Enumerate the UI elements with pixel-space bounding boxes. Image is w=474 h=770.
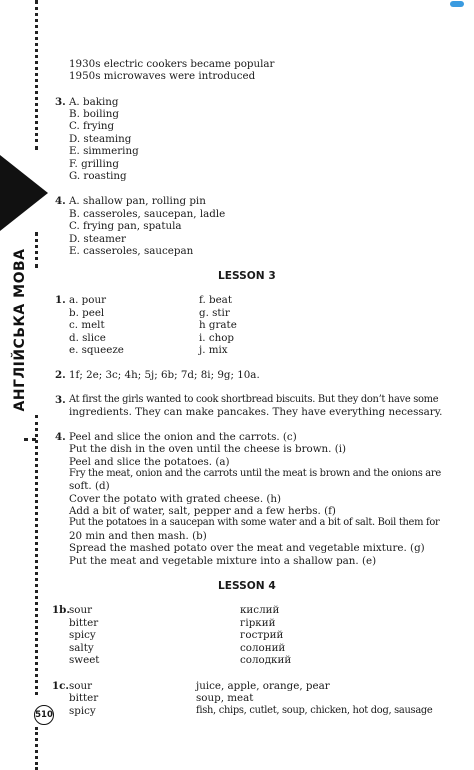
- food-list: juice, apple, orange, pear: [196, 680, 330, 692]
- answer-line: 1f; 2e; 3c; 4h; 5j; 6b; 7d; 8i; 9g; 10a.: [69, 369, 260, 381]
- intro-line: 1950s microwaves were introduced: [69, 70, 256, 82]
- margin-dots-middle: [35, 232, 38, 268]
- exercise-number: 1b.: [52, 604, 70, 616]
- word-en: bitter: [69, 692, 99, 704]
- exercise-number: 4.: [55, 431, 66, 443]
- margin-dots-horizontal: [24, 438, 36, 441]
- match-right: g. stir: [199, 307, 230, 319]
- lesson-4-heading: LESSON 4: [218, 580, 276, 592]
- word-en: spicy: [69, 629, 96, 641]
- food-list: soup, meat: [196, 692, 254, 704]
- match-right: i. chop: [199, 332, 235, 344]
- word-ua: солодкий: [240, 654, 292, 666]
- list-item: A. shallow pan, rolling pin: [69, 195, 206, 207]
- list-item: F. grilling: [69, 158, 119, 170]
- lesson-3-heading: LESSON 3: [218, 270, 276, 282]
- word-ua: солоний: [240, 642, 286, 654]
- page-number: 510: [34, 705, 54, 725]
- answer-line: 20 min and then mash. (b): [69, 530, 207, 542]
- corner-logo-icon: [450, 1, 464, 7]
- answer-line: Put the potatoes in a saucepan with some water and a bit of salt. Boil them for: [69, 517, 440, 528]
- list-item: A. baking: [69, 96, 119, 108]
- intro-line: 1930s electric cookers became popular: [69, 58, 275, 70]
- list-item: B. boiling: [69, 108, 120, 120]
- answer-line: Put the dish in the oven until the cheese is brown. (i): [69, 443, 347, 455]
- answer-line: soft. (d): [69, 480, 110, 492]
- word-ua: гострий: [240, 629, 284, 641]
- answer-line: Put the meat and vegetable mixture into a shallow pan. (e): [69, 555, 377, 567]
- subject-label: АНГЛІЙСЬКА МОВА: [12, 248, 28, 412]
- section-tab-triangle: [0, 155, 48, 231]
- word-en: sour: [69, 604, 93, 616]
- margin-dots-top: [35, 0, 38, 150]
- exercise-number: 1.: [55, 294, 66, 306]
- match-right: f. beat: [199, 294, 232, 306]
- list-item: E. simmering: [69, 145, 139, 157]
- answer-line: Peel and slice the onion and the carrots. (c): [69, 431, 297, 443]
- exercise-number: 1c.: [52, 680, 70, 692]
- list-item: D. steaming: [69, 133, 132, 145]
- exercise-number: 3.: [55, 394, 66, 406]
- answer-line: At first the girls wanted to cook shortbread biscuits. But they don’t have some: [69, 394, 439, 405]
- word-ua: кислий: [240, 604, 280, 616]
- exercise-number: 3.: [55, 96, 66, 108]
- list-item: G. roasting: [69, 170, 127, 182]
- word-en: spicy: [69, 705, 96, 717]
- answer-line: ingredients. They can make pancakes. They have everything necessary.: [69, 406, 443, 418]
- answer-line: Cover the potato with grated cheese. (h): [69, 493, 282, 505]
- match-left: e. squeeze: [69, 344, 124, 356]
- match-left: c. melt: [69, 319, 105, 331]
- list-item: D. steamer: [69, 233, 126, 245]
- food-list: fish, chips, cutlet, soup, chicken, hot dog, sausage: [196, 705, 433, 716]
- exercise-number: 2.: [55, 369, 66, 381]
- word-en: sweet: [69, 654, 100, 666]
- list-item: B. casseroles, saucepan, ladle: [69, 208, 226, 220]
- match-left: d. slice: [69, 332, 106, 344]
- answer-line: Peel and slice the potatoes. (a): [69, 456, 230, 468]
- list-item: C. frying pan, spatula: [69, 220, 182, 232]
- match-right: j. mix: [199, 344, 228, 356]
- answer-line: Spread the mashed potato over the meat and vegetable mixture. (g): [69, 542, 425, 554]
- exercise-number: 4.: [55, 195, 66, 207]
- word-en: bitter: [69, 617, 99, 629]
- list-item: C. frying: [69, 120, 115, 132]
- match-left: b. peel: [69, 307, 105, 319]
- word-en: sour: [69, 680, 93, 692]
- word-ua: гіркий: [240, 617, 276, 629]
- match-right: h grate: [199, 319, 237, 331]
- margin-dots-bottom: [35, 727, 38, 770]
- match-left: a. pour: [69, 294, 107, 306]
- list-item: E. casseroles, saucepan: [69, 245, 194, 257]
- margin-dots-lower: [35, 415, 38, 695]
- word-en: salty: [69, 642, 94, 654]
- answer-line: Add a bit of water, salt, pepper and a few herbs. (f): [69, 505, 336, 517]
- answer-line: Fry the meat, onion and the carrots until the meat is brown and the onions are: [69, 468, 441, 479]
